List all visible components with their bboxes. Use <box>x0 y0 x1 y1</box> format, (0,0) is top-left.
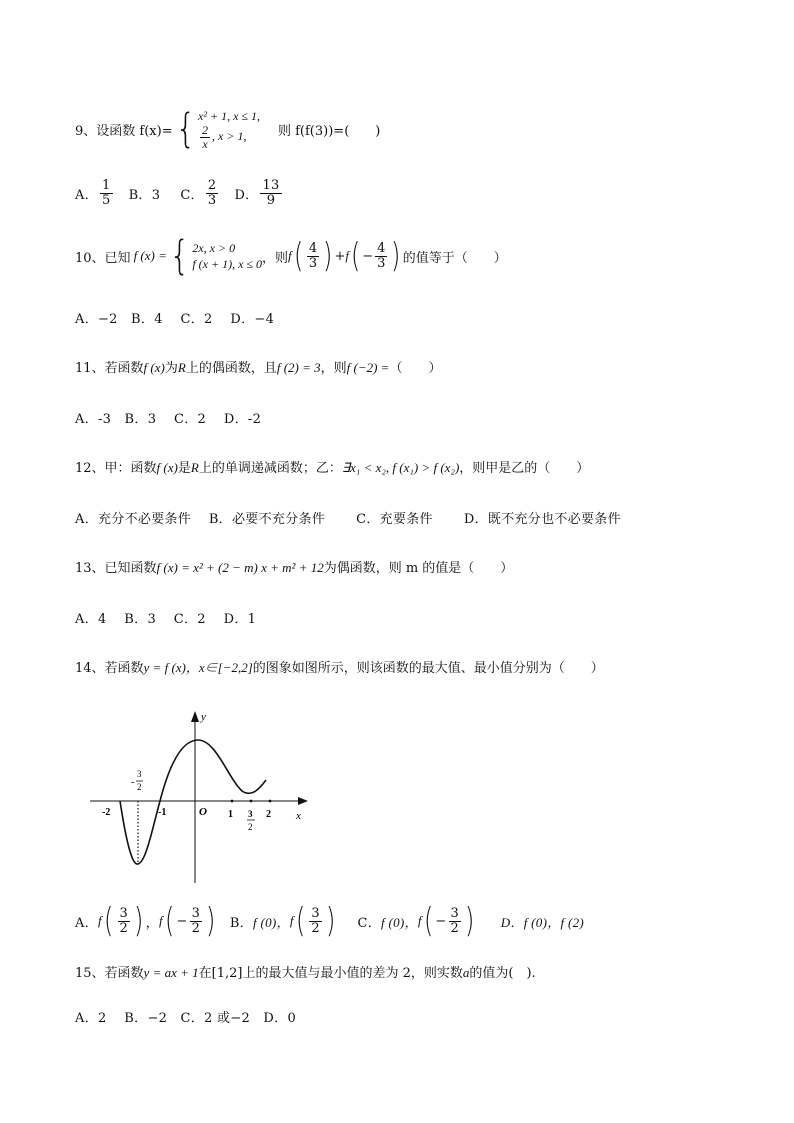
q14-option-c-frac-den: 2 <box>450 920 460 936</box>
q14-option-b-text: f (0)， <box>252 914 290 930</box>
q11-f2: f (2) = 3 <box>276 360 321 375</box>
q9-text: 设函数 f(x)= <box>96 123 173 139</box>
q14-option-a-sep: ， <box>145 915 159 931</box>
q12-fx: f (x) <box>156 460 178 475</box>
q10-case1: 2x, x > 0 <box>192 240 236 255</box>
q9-options <box>75 176 284 210</box>
tick-label-1: 1 <box>228 809 233 820</box>
q10-case2: f (x + 1), x ≤ 0 <box>192 257 262 271</box>
q11-text: 11、若函数 <box>75 361 144 376</box>
tick-label-m1: -1 <box>158 807 167 818</box>
q14-option-c-minus: − <box>435 913 447 929</box>
q9-option-c-den: 3 <box>207 192 217 208</box>
tick-label-p32-num: 3 <box>248 809 253 819</box>
q10-minus: − <box>362 248 374 264</box>
q14-option-b-f: f <box>289 913 294 928</box>
q11-mid2: 上的偶函数，且 <box>185 361 277 376</box>
q12-options: A．充分不必要条件 B．必要不充分条件 C．充要条件 D．既不充分也不必要条件 <box>75 512 621 527</box>
q13-ask: 为偶函数，则 m 的值是（ ） <box>323 561 514 576</box>
q9-option-a-frac <box>100 179 113 207</box>
q15-ask: 的值为( ). <box>469 966 536 981</box>
q11-fm2: f (−2) = <box>346 360 390 375</box>
q14-option-a-f1: f <box>98 913 102 928</box>
q12-ask: ，则甲是乙的（ ） <box>459 461 590 476</box>
q9-case2 <box>198 124 260 150</box>
q14-option-a-frac1 <box>118 907 131 935</box>
q14-stem <box>75 657 604 676</box>
q9-number: 9、 <box>75 123 97 139</box>
q10-paren-close-icon: ) <box>391 236 401 276</box>
q9-option-a-num: 1 <box>102 177 111 193</box>
q12-mid: 是 <box>177 461 191 476</box>
q12-condition: ∃x₁ < x₂, f (x₁) > f (x₂) <box>341 460 460 475</box>
q14-option-c-frac <box>449 907 462 935</box>
paren-open-icon: ( <box>103 901 114 941</box>
q13-text: 13、已知函数 <box>75 561 157 576</box>
paren-open-icon: ( <box>164 901 175 941</box>
x-axis-label: x <box>296 810 301 822</box>
tick-2-dot <box>269 800 272 803</box>
q9-case2-num: 2 <box>202 123 209 137</box>
q9-option-c-num: 2 <box>207 177 217 193</box>
q14-option-b-frac-num: 3 <box>311 905 320 921</box>
q14-option-a-frac2-den: 2 <box>191 920 201 936</box>
q9-case2-den: x <box>202 136 208 151</box>
tick-label-m32-sign: - <box>131 777 135 788</box>
tick-32-dot <box>250 800 253 803</box>
q9-stem <box>75 104 380 154</box>
q10-stem <box>75 234 507 278</box>
q10-text: 已知 <box>104 250 131 266</box>
q10-paren-open-icon: ( <box>293 236 303 276</box>
q14-option-c-text: f (0)， <box>381 914 418 930</box>
q11-mid: 为 <box>164 361 178 376</box>
paren-open-icon: ( <box>295 901 306 941</box>
q9-option-a-label: A． <box>75 187 98 203</box>
tick-label-m2: -2 <box>102 807 111 818</box>
q13-expr: f (x) = x² + (2 − m) x + m² + 12 <box>156 560 324 575</box>
q14-option-a-frac1-den: 2 <box>119 920 129 936</box>
q9-option-b: B．3 <box>128 187 161 203</box>
q9-case1: x² + 1, x ≤ 1, <box>198 108 260 123</box>
q14-graph <box>80 700 320 890</box>
q10-brace-icon: { <box>169 233 190 279</box>
paren-close-icon: ) <box>134 901 144 941</box>
q9-option-c-label: C． <box>180 187 204 203</box>
q10-frac-b-num: 4 <box>377 240 386 256</box>
q10-f2: f <box>345 248 349 263</box>
q15-stem <box>75 962 536 981</box>
q9-case2-rest: , x > 1, <box>212 128 247 143</box>
q10-cases <box>192 240 262 272</box>
q15-options: A．2 B．−2 C．2 或−2 D．0 <box>75 1011 297 1026</box>
q10-fx: f (x) = <box>133 248 167 263</box>
q10-plus: + <box>334 248 346 264</box>
q15-text: 15、若函数 <box>75 966 144 981</box>
q14-option-a-frac2-num: 3 <box>191 905 201 921</box>
q11-mid3: ，则 <box>320 361 347 376</box>
q9-option-d-den: 9 <box>266 192 276 208</box>
q13-stem <box>75 557 513 576</box>
paren-close-icon: ) <box>325 901 336 941</box>
function-curve <box>120 740 266 864</box>
q10-number: 10、 <box>75 250 105 266</box>
q14-option-b-label: B． <box>229 915 253 931</box>
q12-text: 12、甲：函数 <box>75 461 157 476</box>
q9-ask: 则 f(f(3))=( ) <box>277 123 381 139</box>
tick-label-m32-num: 3 <box>137 769 142 779</box>
paren-open-icon: ( <box>423 901 434 941</box>
tick-label-m32-den: 2 <box>137 782 142 792</box>
tick-1-dot <box>231 800 234 803</box>
q14-option-c-label: C． <box>357 915 382 931</box>
q14-option-d: D．f (0)，f (2) <box>500 914 585 930</box>
q14-ask: 的图象如图所示，则该函数的最大值、最小值分别为（ ） <box>252 661 604 676</box>
tick-label-p32-den: 2 <box>248 822 253 832</box>
q14-option-c-f: f <box>417 913 422 928</box>
q14-options <box>75 902 584 940</box>
q10-paren-open-icon: ( <box>350 236 361 276</box>
q10-frac-a-num: 4 <box>308 240 318 256</box>
q9-option-a-den: 5 <box>102 192 111 208</box>
q13-options: A．4 B．3 C．2 D．1 <box>75 612 257 627</box>
paren-close-icon: ) <box>465 901 475 941</box>
origin-label: O <box>199 806 207 818</box>
q10-ask: 的值等于（ ） <box>402 250 507 266</box>
q9-option-d-label: D． <box>234 187 259 203</box>
q9-option-d-frac <box>260 179 281 207</box>
q10-frac-a-den: 3 <box>308 255 318 271</box>
q11-options: A．-3 B．3 C．2 D．-2 <box>75 412 262 427</box>
q14-option-c-frac-num: 3 <box>450 905 460 921</box>
y-axis-label: y <box>201 711 206 723</box>
q12-stem <box>75 457 589 476</box>
q9-option-d-num: 13 <box>262 177 280 193</box>
q14-option-b-frac <box>309 907 322 935</box>
q12-R: R <box>190 460 199 475</box>
q15-expr: y = ax + 1 <box>143 965 199 980</box>
tick-label-2: 2 <box>266 809 271 820</box>
paren-close-icon: ) <box>206 901 216 941</box>
q14-option-b-frac-den: 2 <box>311 920 320 936</box>
q15-mid: 在[1,2]上的最大值与最小值的差为 2，则实数 <box>198 966 463 981</box>
q10-paren-close-icon: ) <box>323 236 333 276</box>
q15-a: a <box>462 965 470 980</box>
q9-case2-frac <box>200 124 210 150</box>
q14-expr: y = f (x)，x∈[−2,2] <box>143 660 253 675</box>
q10-comma: ，则 <box>262 250 289 266</box>
q14-text: 14、若函数 <box>75 661 144 676</box>
q10-options: A．−2 B．4 C．2 D．−4 <box>75 312 275 327</box>
q10-frac-b-den: 3 <box>377 255 386 271</box>
q9-option-c-frac <box>206 179 219 207</box>
q12-mid2: 上的单调递减函数；乙： <box>198 461 342 476</box>
q11-ask: （ ） <box>389 361 442 376</box>
q14-option-a-f2: f <box>158 913 163 928</box>
q10-f1: f <box>288 248 292 263</box>
q10-frac-a <box>307 242 319 270</box>
q10-frac-b <box>375 242 387 270</box>
x-axis-arrow-icon <box>298 797 308 805</box>
q11-fx: f (x) <box>143 360 165 375</box>
q11-R: R <box>177 360 186 375</box>
y-axis-arrow-icon <box>191 711 199 722</box>
q14-option-a-minus: − <box>176 913 188 929</box>
q9-brace-icon: { <box>175 106 196 152</box>
q14-option-a-frac1-num: 3 <box>119 905 129 921</box>
q11-stem <box>75 357 441 376</box>
q9-cases <box>198 108 260 150</box>
q14-option-a-label: A． <box>75 915 98 931</box>
q14-option-a-frac2 <box>190 907 203 935</box>
